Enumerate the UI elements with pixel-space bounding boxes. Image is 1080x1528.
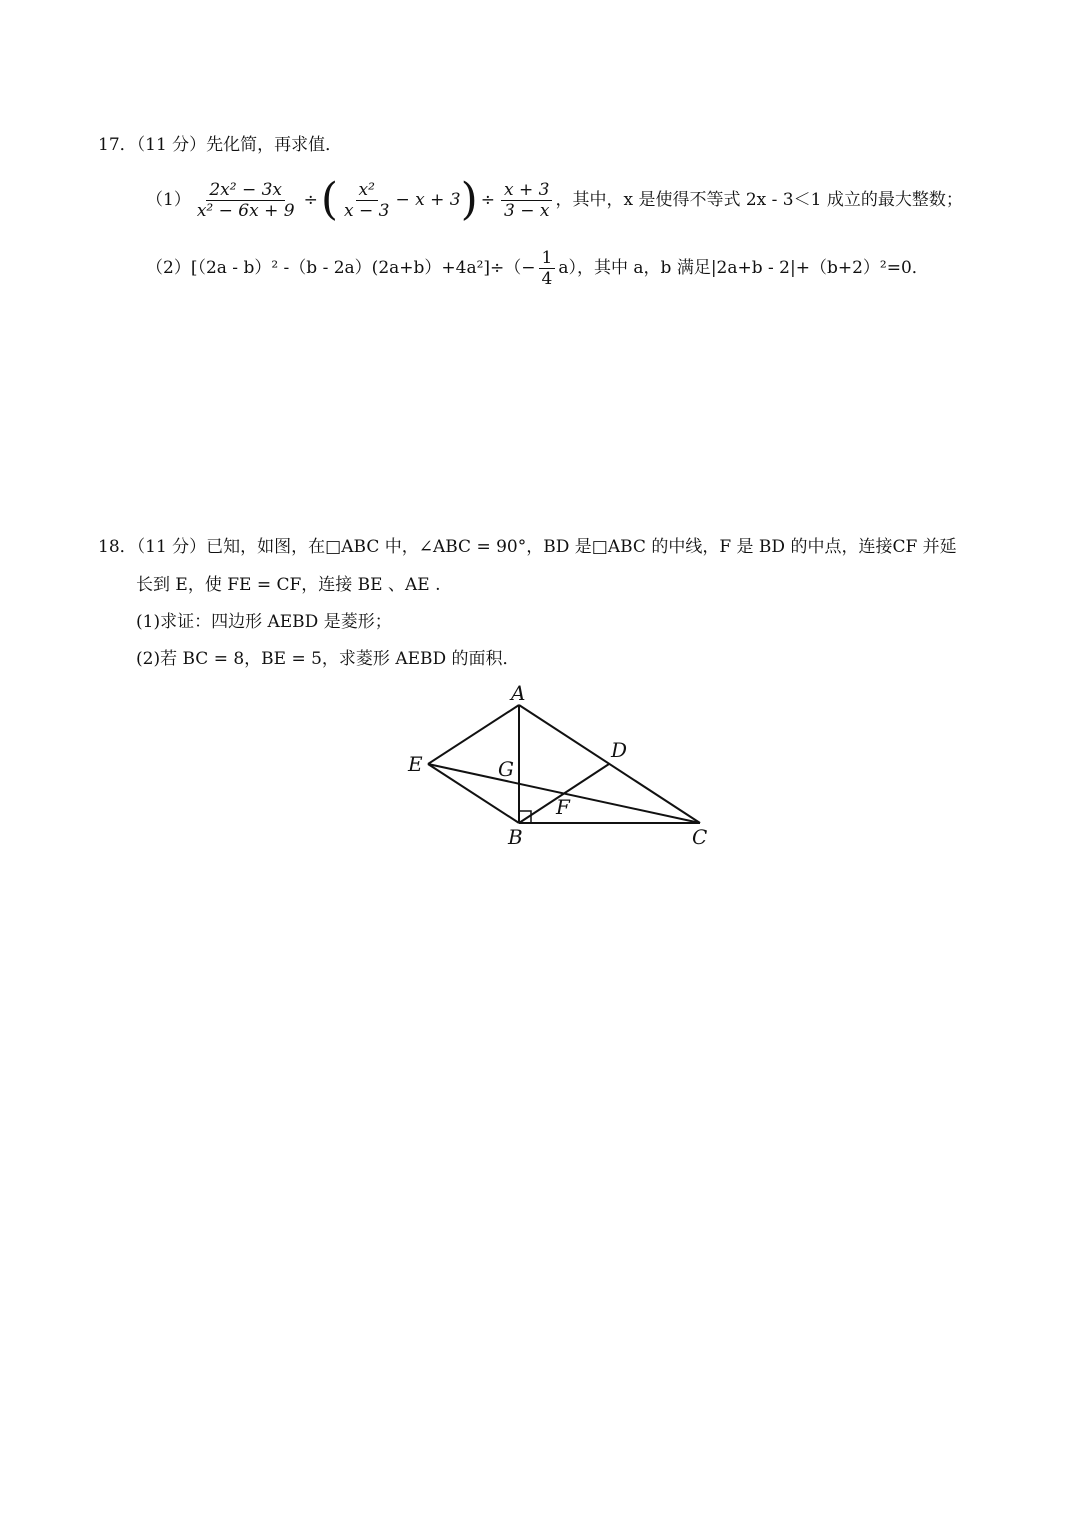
q17-part2-text-b: a），其中 a，b 满足|2a+b - 2|+（b+2）²=0． [558,258,929,278]
q17-part2-fraction: $\frac{1}{4}$ [539,249,556,288]
q17-fraction-3: $\frac{x + 3}{3 - x}$ [501,181,552,220]
label-G: G [498,757,514,781]
q17-fraction-1: $\frac{\text{2x² − 3x}}{\text{x² − 6x + 9}}$ [196,179,295,221]
q17-part1-label: （1） [146,190,191,210]
q17-part2 [146,246,929,290]
label-B: B [508,825,523,849]
q17-paren-tail: − x + 3 [395,190,461,210]
q17-part1 [146,172,963,228]
q17-part1-condition: ，其中，x 是使得不等式 2x - 3＜1 成立的最大整数； [555,190,963,210]
q17-div-sign-2: ÷ [480,190,495,210]
label-C: C [692,825,708,849]
label-E: E [408,752,423,776]
label-F: F [556,795,570,819]
q18-item-2: (2)若 BC = 8，BE = 5，求菱形 AEBD 的面积． [136,649,520,669]
q18-line-1: 18．（11 分）已知，如图，在□ABC 中，∠ABC = 90°，BD 是□ABC 的中线，F 是 BD 的中点，连接CF 并延 [98,537,957,557]
q17-fraction-2: $\frac{\text{x²}}{x - 3}$ [343,179,390,221]
label-D: D [611,738,628,762]
segment-AE [428,705,519,764]
q17-header: 17．（11 分）先化简，再求值． [98,135,343,155]
q17-div-sign-1: ÷ [303,190,318,210]
q17-part2-text-a: （2）[（2a - b）² -（b - 2a）(2a+b）+4a²]÷（− [146,258,536,278]
q18-line-2: 长到 E，使 FE = CF，连接 BE 、AE . [136,575,441,595]
q17-left-paren: ( [320,174,338,225]
label-A: A [511,681,526,705]
q17-right-paren: ) [460,174,478,225]
geometry-figure [395,678,725,858]
q18-item-1: (1)求证：四边形 AEBD 是菱形； [136,612,392,632]
